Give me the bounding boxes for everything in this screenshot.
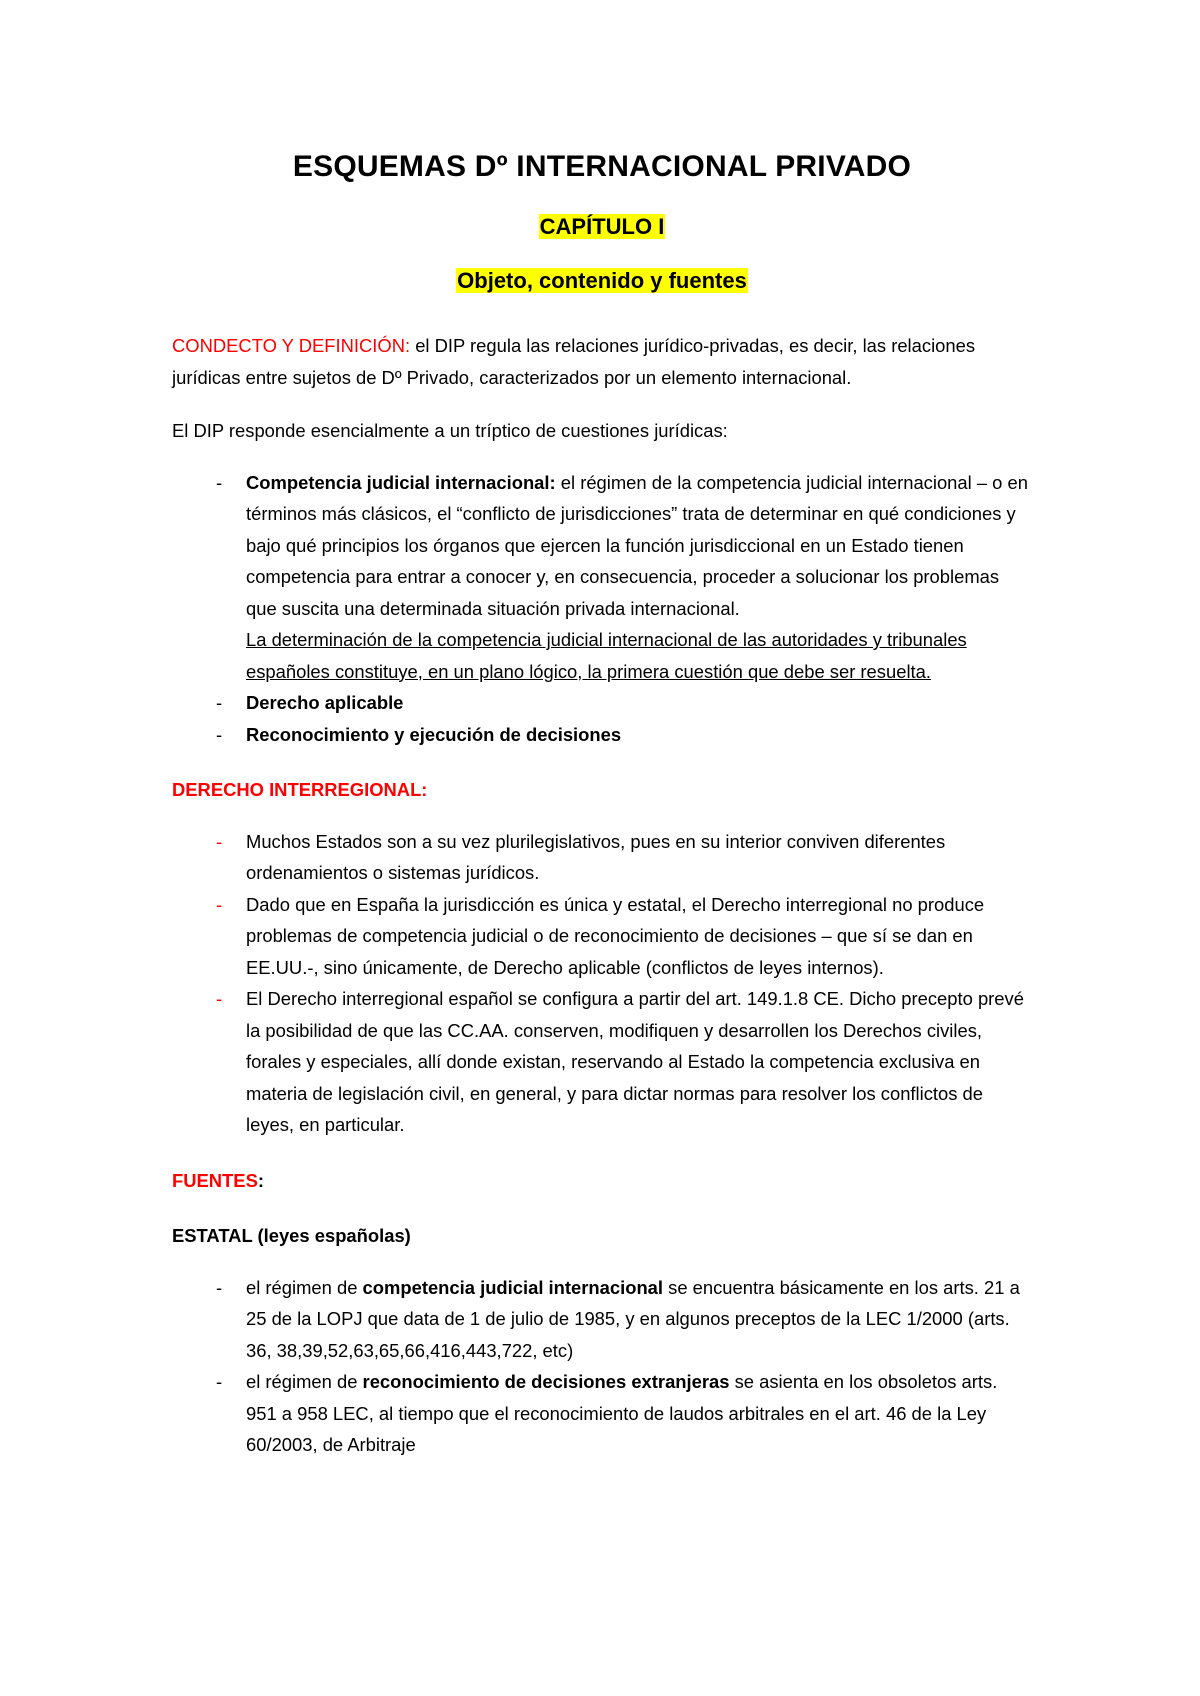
interregional-heading: DERECHO INTERREGIONAL: [172,779,428,800]
item-bold: Competencia judicial internacional: [246,471,556,493]
list-item [172,983,1032,1141]
chapter-heading [172,214,1032,240]
list-item [172,889,1032,984]
definition-paragraph [172,330,1032,393]
fuentes-colon: : [257,1169,264,1191]
item-text: El Derecho interregional español se configura a partir del art. 149.1.8 CE. Dicho precepto prevé la posibilidad de que las CC.AA. conserven, modifiquen y desarrollen los Derechos civiles, forales y especiales, allí donde existan, reservando al Estado la competencia exclusiva en materia de legislación civil, en general, y para dictar normas para resolver los conflictos de leyes, en particular. [246,988,1024,1135]
item-bold: reconocimiento de decisiones extranjeras [362,1371,730,1392]
document-page [172,130,1032,1461]
list-item [172,719,1032,751]
document-title: ESQUEMAS Dº INTERNACIONAL PRIVADO [292,150,912,183]
dash-marker: - [216,723,223,745]
list-item [172,687,1032,719]
item-text: Muchos Estados son a su vez plurilegislativos, pues en su interior conviven diferentes ordenamientos o sistemas jurídicos. [246,830,946,883]
chapter-label: CAPÍTULO I [539,214,665,239]
item-pre: el régimen de [246,1276,363,1298]
item-post: se encuentra básicamente en los arts. 21 a 25 de la LOPJ que data de 1 de julio de 1985, y en algunos preceptos de la LEC 1/2000 (arts. 36, 38,39,52,63,65,66,416,443,722, etc) [246,1276,1020,1361]
dash-marker: - [216,988,223,1009]
definition-label: CONDECTO Y DEFINICIÓN: [172,335,411,356]
interregional-list [172,826,1032,1141]
item-bold: Reconocimiento y ejecución de decisiones [246,723,622,745]
triptych-intro: El DIP responde esencialmente a un tríptico de cuestiones jurídicas: [172,420,728,441]
dash-marker: - [216,893,223,915]
dash-marker: - [216,692,223,713]
triptych-list [172,467,1032,751]
item-pre: el régimen de [246,1371,363,1392]
fuentes-label: FUENTES [172,1169,258,1191]
subtitle-label: Objeto, contenido y fuentes [457,268,747,293]
item-bold: competencia judicial internacional [362,1276,664,1298]
dash-marker: - [216,471,223,493]
fuentes-list [172,1272,1032,1461]
list-item [172,826,1032,889]
list-item [172,1272,1032,1367]
item-bold: Derecho aplicable [246,692,404,713]
chapter-subtitle [172,268,1032,294]
estatal-heading: ESTATAL (leyes españolas) [172,1225,411,1246]
dash-marker: - [216,830,223,852]
underlined-note: La determinación de la competencia judicial internacional de las autoridades y tribunales españoles constituye, en un plano lógico, la primera cuestión que debe ser resuelta. [246,629,967,682]
item-post: se asienta en los obsoletos arts. 951 a 958 LEC, al tiempo que el reconocimiento de laudos arbitrales en el art. 46 de la Ley 60/2003, de Arbitraje [246,1371,998,1455]
dash-marker: - [216,1371,223,1392]
dash-marker: - [216,1276,223,1298]
item-text: el régimen de la competencia judicial internacional – o en términos más clásicos, el “conflicto de jurisdicciones” trata de determinar en qué condiciones y bajo qué principios los órganos que ejercen la función jurisdiccional en un Estado tienen competencia para entrar a conocer y, en consecuencia, proceder a solucionar los problemas que suscita una determinada situación privada internacional. [246,471,1028,619]
list-item [172,467,1032,688]
definition-text: el DIP regula las relaciones jurídico-privadas, es decir, las relaciones jurídicas entre sujetos de Dº Privado, caracterizados por un elemento internacional. [172,335,976,388]
list-item [172,1366,1032,1461]
fuentes-heading [172,1165,1032,1197]
item-text: Dado que en España la jurisdicción es única y estatal, el Derecho interregional no produce problemas de competencia judicial o de reconocimiento de decisiones – que sí se dan en EE.UU.-, sino únicamente, de Derecho aplicable (conflictos de leyes internos). [246,893,985,978]
